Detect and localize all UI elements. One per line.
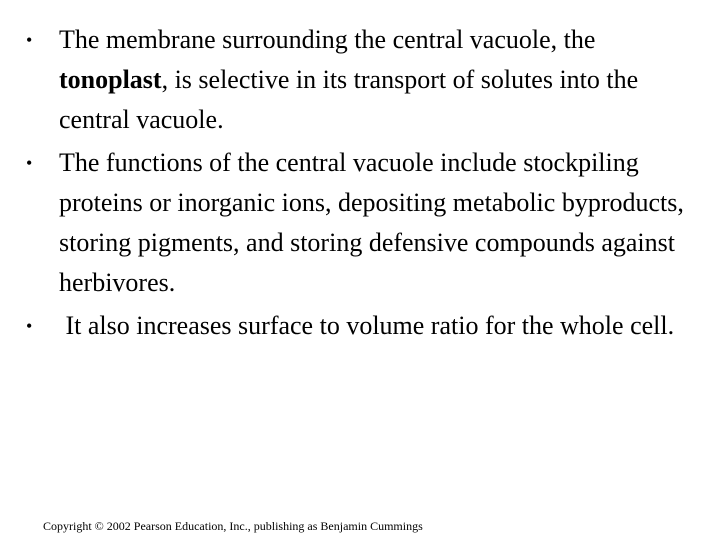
copyright-footer: Copyright © 2002 Pearson Education, Inc., publishing as Benjamin Cummings: [43, 519, 423, 533]
bullet-item-3: [26, 306, 706, 346]
bullet-text: It also increases surface to volume ratio for the whole cell.: [59, 311, 675, 340]
bullet-text: The functions of the central vacuole include stockpiling proteins or inorganic ions, depositing metabolic byproducts, storing pigments, and storing defensive compounds against herbivores.: [59, 148, 684, 297]
bullet-item-1: [26, 20, 706, 140]
bullet-marker: •: [26, 30, 33, 50]
bullet-item-2: [26, 143, 706, 303]
bold-term: tonoplast: [59, 65, 162, 94]
slide-body: [26, 20, 706, 349]
bullet-text: [59, 25, 638, 134]
bullet-text-before: The membrane surrounding the central vacuole, the: [59, 25, 596, 54]
bullet-marker: •: [26, 153, 33, 173]
bullet-text-after: , is selective in its transport of solutes into the central vacuole.: [59, 65, 639, 134]
bullet-marker: •: [26, 316, 33, 336]
